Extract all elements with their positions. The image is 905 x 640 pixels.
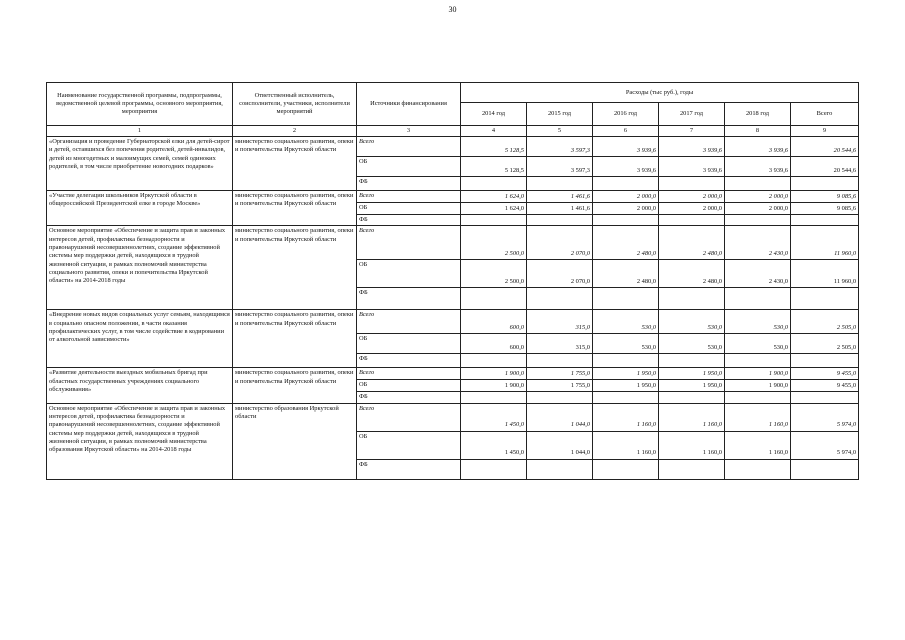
column-numbers-row <box>47 126 859 137</box>
column-number: 8 <box>725 126 791 137</box>
expense-total-cell: 1 624,0 <box>461 191 527 203</box>
expense-ob-cell: 1 160,0 <box>725 431 791 459</box>
expense-ob-cell: 1 900,0 <box>725 380 791 392</box>
executor-name: министерство образования Иркутской области <box>233 403 357 479</box>
source-fb-label: ФБ <box>357 288 461 310</box>
expense-fb-cell <box>659 288 725 310</box>
source-total-label: Всего <box>357 226 461 260</box>
expense-ob-cell: 2 500,0 <box>461 260 527 288</box>
table-row-total <box>47 191 859 203</box>
column-number: 7 <box>659 126 725 137</box>
expense-total-cell: 1 450,0 <box>461 403 527 431</box>
column-number: 9 <box>791 126 859 137</box>
expense-fb-cell <box>527 354 593 368</box>
expense-fb-cell <box>791 392 859 403</box>
expense-ob-cell: 530,0 <box>659 334 725 354</box>
col-header-year: 2016 год <box>593 103 659 126</box>
expense-total-cell: 2 000,0 <box>593 191 659 203</box>
expense-fb-cell <box>593 288 659 310</box>
executor-name: министерство социального развития, опеки и попечительства Иркутской области <box>233 191 357 226</box>
expense-fb-cell <box>725 392 791 403</box>
expense-ob-cell: 11 960,0 <box>791 260 859 288</box>
expense-fb-cell <box>725 354 791 368</box>
expense-fb-cell <box>527 177 593 191</box>
expense-total-cell: 2 000,0 <box>659 191 725 203</box>
page-number: 30 <box>448 5 457 14</box>
header-row-1 <box>47 83 859 103</box>
expense-ob-cell: 1 624,0 <box>461 203 527 215</box>
expense-fb-cell <box>461 288 527 310</box>
expense-fb-cell <box>659 459 725 479</box>
expense-total-cell: 5 974,0 <box>791 403 859 431</box>
expense-ob-cell: 2 070,0 <box>527 260 593 288</box>
table-row-total <box>47 137 859 157</box>
col-header-year: 2017 год <box>659 103 725 126</box>
col-header-year: 2018 год <box>725 103 791 126</box>
column-number: 1 <box>47 126 233 137</box>
expense-total-cell: 2 505,0 <box>791 310 859 334</box>
activity-name: Основное мероприятие «Обеспечение и защита прав и законных интересов детей, профилактика безнадзорности и правонарушений несовершеннолетних, создание эффективной системы мер поддержки детей, находящихся в трудной жизненной ситуации, в рамках полномочий министерства социального развития, опеки и попечительства Иркутской области» на 2014-2018 годы <box>47 226 233 310</box>
table-body <box>47 137 859 480</box>
col-header-source: Источники финансирования <box>357 83 461 126</box>
expense-fb-cell <box>461 392 527 403</box>
column-number: 2 <box>233 126 357 137</box>
source-ob-label: ОБ <box>357 334 461 354</box>
activity-name: Основное мероприятие «Обеспечение и защита прав и законных интересов детей, профилактика безнадзорности и правонарушений несовершеннолетних, создание эффективной системы мер поддержки детей, находящихся в трудной жизненной ситуации, в рамках полномочий министерства образования Иркутской области» на 2014-2018 годы <box>47 403 233 479</box>
expense-total-cell: 3 597,3 <box>527 137 593 157</box>
expense-ob-cell: 3 939,6 <box>593 157 659 177</box>
expense-total-cell: 9 455,0 <box>791 368 859 380</box>
column-number: 5 <box>527 126 593 137</box>
expense-fb-cell <box>791 459 859 479</box>
expense-total-cell: 2 480,0 <box>593 226 659 260</box>
expense-ob-cell: 2 430,0 <box>725 260 791 288</box>
table-row-total <box>47 368 859 380</box>
expense-ob-cell: 1 461,6 <box>527 203 593 215</box>
executor-name: министерство социального развития, опеки и попечительства Иркутской области <box>233 368 357 403</box>
expense-total-cell: 5 128,5 <box>461 137 527 157</box>
expense-ob-cell: 2 000,0 <box>659 203 725 215</box>
expense-total-cell: 530,0 <box>659 310 725 334</box>
expense-ob-cell: 1 950,0 <box>659 380 725 392</box>
expense-ob-cell: 3 939,6 <box>659 157 725 177</box>
expense-ob-cell: 2 505,0 <box>791 334 859 354</box>
expense-ob-cell: 5 974,0 <box>791 431 859 459</box>
expense-fb-cell <box>659 354 725 368</box>
expense-total-cell: 3 939,6 <box>725 137 791 157</box>
expense-total-cell: 1 950,0 <box>593 368 659 380</box>
source-fb-label: ФБ <box>357 177 461 191</box>
expense-ob-cell: 1 900,0 <box>461 380 527 392</box>
activity-name: «Участие делегации школьников Иркутской области в общероссийской Президентской елке в городе Москве» <box>47 191 233 226</box>
expense-ob-cell: 2 480,0 <box>659 260 725 288</box>
expense-ob-cell: 2 000,0 <box>725 203 791 215</box>
expense-fb-cell <box>527 288 593 310</box>
expenses-table <box>46 82 859 480</box>
expense-ob-cell: 9 455,0 <box>791 380 859 392</box>
expense-total-cell: 530,0 <box>593 310 659 334</box>
expense-ob-cell: 530,0 <box>725 334 791 354</box>
expense-total-cell: 3 939,6 <box>593 137 659 157</box>
table-row-total <box>47 226 859 260</box>
expense-fb-cell <box>593 392 659 403</box>
expense-fb-cell <box>659 392 725 403</box>
source-fb-label: ФБ <box>357 392 461 403</box>
expense-total-cell: 1 950,0 <box>659 368 725 380</box>
expense-ob-cell: 1 450,0 <box>461 431 527 459</box>
expense-total-cell: 11 960,0 <box>791 226 859 260</box>
expense-fb-cell <box>527 215 593 226</box>
expense-total-cell: 9 085,6 <box>791 191 859 203</box>
expense-total-cell: 1 160,0 <box>659 403 725 431</box>
expense-total-cell: 1 461,6 <box>527 191 593 203</box>
column-number: 3 <box>357 126 461 137</box>
source-total-label: Всего <box>357 310 461 334</box>
expense-ob-cell: 9 085,6 <box>791 203 859 215</box>
expense-fb-cell <box>791 288 859 310</box>
expense-fb-cell <box>461 459 527 479</box>
expense-ob-cell: 315,0 <box>527 334 593 354</box>
executor-name: министерство социального развития, опеки и попечительства Иркутской области <box>233 226 357 310</box>
col-header-name: Наименование государственной программы, подпрограммы, ведомственной целевой программы, основного мероприятия, мероприятия <box>47 83 233 126</box>
expense-total-cell: 2 000,0 <box>725 191 791 203</box>
expense-total-cell: 530,0 <box>725 310 791 334</box>
expense-ob-cell: 20 544,6 <box>791 157 859 177</box>
col-header-total: Всего <box>791 103 859 126</box>
expense-fb-cell <box>659 215 725 226</box>
col-header-year: 2015 год <box>527 103 593 126</box>
expense-ob-cell: 3 939,6 <box>725 157 791 177</box>
source-fb-label: ФБ <box>357 354 461 368</box>
source-ob-label: ОБ <box>357 380 461 392</box>
expense-ob-cell: 1 950,0 <box>593 380 659 392</box>
source-ob-label: ОБ <box>357 260 461 288</box>
column-number: 6 <box>593 126 659 137</box>
table-row-total <box>47 310 859 334</box>
expense-ob-cell: 2 480,0 <box>593 260 659 288</box>
expense-total-cell: 2 480,0 <box>659 226 725 260</box>
expense-fb-cell <box>791 354 859 368</box>
expense-fb-cell <box>527 459 593 479</box>
source-fb-label: ФБ <box>357 459 461 479</box>
source-ob-label: ОБ <box>357 157 461 177</box>
expense-ob-cell: 2 000,0 <box>593 203 659 215</box>
expense-total-cell: 1 900,0 <box>461 368 527 380</box>
expense-ob-cell: 530,0 <box>593 334 659 354</box>
expense-total-cell: 2 500,0 <box>461 226 527 260</box>
expense-total-cell: 20 544,6 <box>791 137 859 157</box>
executor-name: министерство социального развития, опеки и попечительства Иркутской области <box>233 310 357 368</box>
expense-fb-cell <box>593 215 659 226</box>
col-header-expenses: Расходы (тыс руб.), годы <box>461 83 859 103</box>
expense-ob-cell: 1 160,0 <box>593 431 659 459</box>
expense-total-cell: 1 160,0 <box>725 403 791 431</box>
expense-fb-cell <box>461 354 527 368</box>
activity-name: «Развитие деятельности выездных мобильных бригад при областных государственных учреждениях социального обслуживания» <box>47 368 233 403</box>
source-ob-label: ОБ <box>357 431 461 459</box>
source-total-label: Всего <box>357 403 461 431</box>
expense-ob-cell: 1 755,0 <box>527 380 593 392</box>
expense-fb-cell <box>791 177 859 191</box>
col-header-year: 2014 год <box>461 103 527 126</box>
expense-total-cell: 1 160,0 <box>593 403 659 431</box>
source-total-label: Всего <box>357 137 461 157</box>
source-ob-label: ОБ <box>357 203 461 215</box>
executor-name: министерство социального развития, опеки и попечительства Иркутской области <box>233 137 357 191</box>
expense-fb-cell <box>593 354 659 368</box>
expense-total-cell: 2 430,0 <box>725 226 791 260</box>
expense-fb-cell <box>593 459 659 479</box>
expense-fb-cell <box>461 177 527 191</box>
expense-fb-cell <box>791 215 859 226</box>
expense-total-cell: 600,0 <box>461 310 527 334</box>
expense-fb-cell <box>725 215 791 226</box>
expense-fb-cell <box>593 177 659 191</box>
col-header-executor: Ответственный исполнитель, соисполнители, участники, исполнители мероприятий <box>233 83 357 126</box>
activity-name: «Внедрение новых видов социальных услуг семьям, находящимся в социально опасном положении, в части оказания профилактических услуг, в том числе содействие в кодировании от алкогольной зависимости» <box>47 310 233 368</box>
expense-fb-cell <box>527 392 593 403</box>
source-total-label: Всего <box>357 191 461 203</box>
expense-ob-cell: 1 044,0 <box>527 431 593 459</box>
expense-total-cell: 1 900,0 <box>725 368 791 380</box>
table-row-total <box>47 403 859 431</box>
activity-name: «Организация и проведение Губернаторской елки для детей-сирот и детей, оставшихся без попечения родителей, детей-инвалидов, детей из многодетных и малоимущих семей, семей одиноких родителей, в том числе приобретение новогодних подарков» <box>47 137 233 191</box>
expense-ob-cell: 1 160,0 <box>659 431 725 459</box>
expense-total-cell: 3 939,6 <box>659 137 725 157</box>
expense-fb-cell <box>725 177 791 191</box>
expense-total-cell: 315,0 <box>527 310 593 334</box>
source-fb-label: ФБ <box>357 215 461 226</box>
expense-total-cell: 1 755,0 <box>527 368 593 380</box>
expense-ob-cell: 600,0 <box>461 334 527 354</box>
expense-total-cell: 2 070,0 <box>527 226 593 260</box>
expense-fb-cell <box>725 459 791 479</box>
expense-ob-cell: 5 128,5 <box>461 157 527 177</box>
expense-fb-cell <box>461 215 527 226</box>
expense-fb-cell <box>725 288 791 310</box>
column-number: 4 <box>461 126 527 137</box>
expense-ob-cell: 3 597,3 <box>527 157 593 177</box>
expense-total-cell: 1 044,0 <box>527 403 593 431</box>
source-total-label: Всего <box>357 368 461 380</box>
expense-fb-cell <box>659 177 725 191</box>
